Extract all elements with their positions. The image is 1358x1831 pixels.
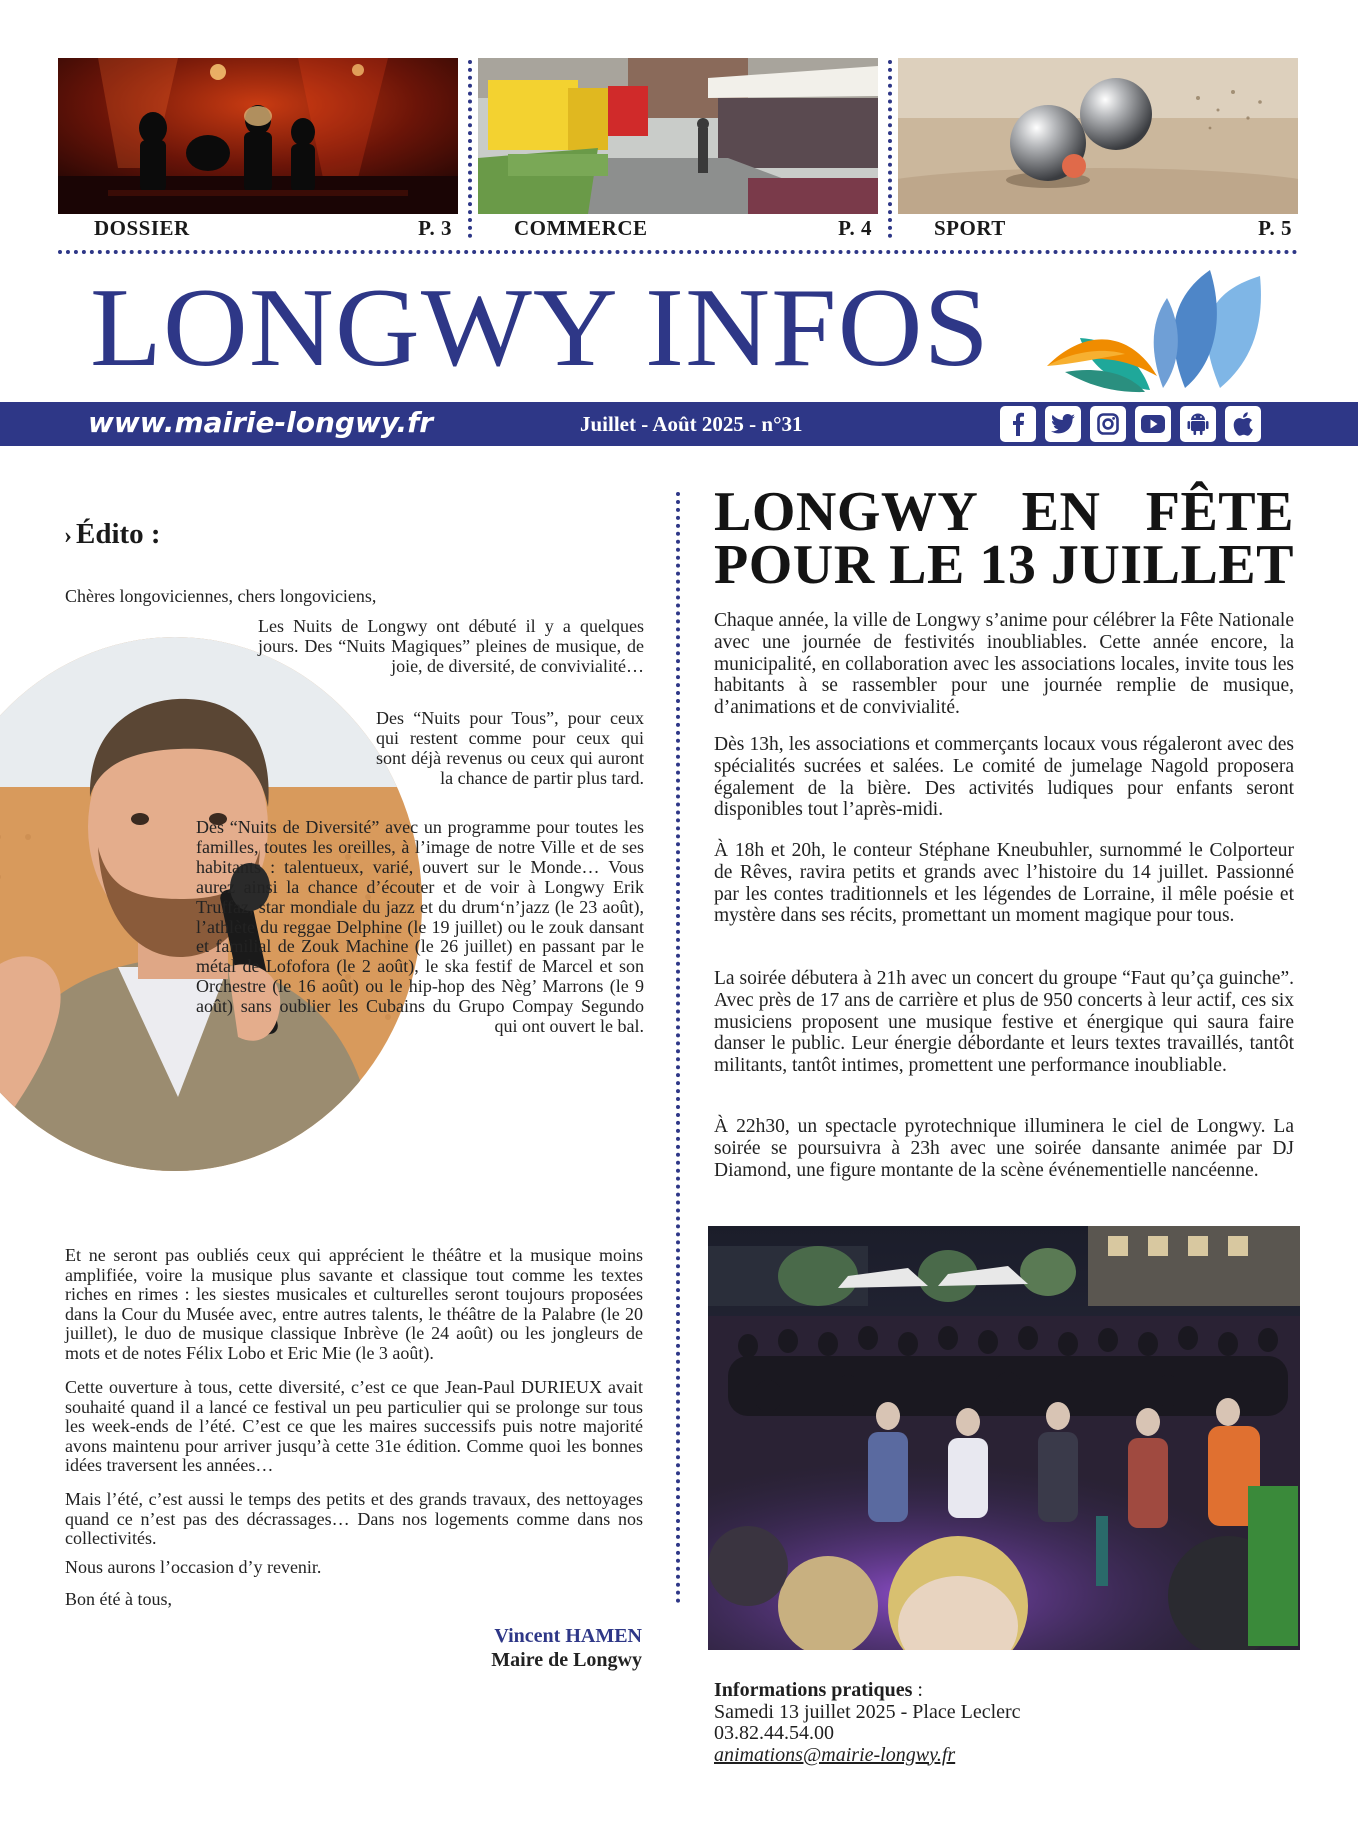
website-link[interactable]: www.mairie-longwy.fr xyxy=(88,406,434,439)
teaser-sport[interactable] xyxy=(898,58,1298,240)
teaser-label: DOSSIER xyxy=(94,216,190,240)
edito-paragraph: Des “Nuits pour Tous”, pour ceux qui restent comme pour ceux qui sont déjà revenus ou ceux qui auront la chance de partir plus tard. xyxy=(376,708,644,788)
edito-paragraph: Nous aurons l’occasion d’y revenir. xyxy=(65,1557,322,1577)
masthead-bar xyxy=(0,402,1358,446)
divider xyxy=(58,250,1298,254)
edito-paragraph: Et ne seront pas oubliés ceux qui apprécient le théâtre et la musique moins amplifiée, voire la musique plus savante et classique tout comme les textes riches en rimes : les siestes musicales et culturelles seront toujours proposées dans la Cour du Musée avec, entre autres talents, le théâtre de la Palabre (le 20 juillet), le duo de musique classique Inbrève (le 24 août) ou les jongleurs de mots et de notes Félix Lobo et Eric Mie (le 3 août). xyxy=(65,1245,643,1363)
youtube-icon[interactable] xyxy=(1135,406,1171,442)
apple-icon[interactable] xyxy=(1225,406,1261,442)
info-phone: 03.82.44.54.00 xyxy=(714,1722,834,1744)
teaser-page: P. 3 xyxy=(418,216,452,240)
practical-info: Informations pratiques : Samedi 13 juillet 2025 - Place Leclerc 03.82.44.54.00 animations@mairie-longwy.fr xyxy=(714,1679,1021,1766)
teaser-dossier[interactable] xyxy=(58,58,458,240)
twitter-icon[interactable] xyxy=(1045,406,1081,442)
article-title-line: POUR LE 13 JUILLET xyxy=(714,534,1294,596)
info-date: Samedi 13 juillet 2025 - Place Leclerc xyxy=(714,1700,1021,1723)
article-title-line: LONGWY EN FÊTE xyxy=(714,481,1294,543)
teaser-page: P. 5 xyxy=(1258,216,1292,240)
issue-info: Juillet - Août 2025 - n°31 xyxy=(580,412,803,436)
info-label: Informations pratiques xyxy=(714,1679,913,1701)
divider xyxy=(468,60,472,238)
teaser-label: COMMERCE xyxy=(514,216,648,240)
edito-paragraph: Les Nuits de Longwy ont débuté il y a quelques jours. Des “Nuits Magiques” pleines de musique, de joie, de diversité, de convivialité… xyxy=(258,616,644,676)
concert-photo xyxy=(58,58,458,214)
signature-name: Vincent HAMEN xyxy=(494,1625,642,1647)
info-email-link[interactable]: animations@mairie-longwy.fr xyxy=(714,1743,956,1766)
article-paragraph: Dès 13h, les associations et commerçants locaux vous régaleront avec des spécialités sucrées et salées. Le comité de jumelage Nagold proposera également de la bière. Des activités ludiques pour enfants seront disponibles tout l’après-midi. xyxy=(714,734,1294,821)
article-paragraph: À 18h et 20h, le conteur Stéphane Kneubuhler, surnommé le Colporteur de Rêves, ravira petits et grands avec l’histoire du 14 juillet. Passionné par les contes traditionnels et les légendes de Lorraine, il mêle poésie et mystère dans ses récits, promettant un moment magique pour tous. xyxy=(714,840,1294,927)
edito-paragraph: Cette ouverture à tous, cette diversité, c’est ce que Jean-Paul DURIEUX avait souhaité quand il a lancé ce festival un peu particulier qui se prolonge sur tous les week-ends de l’été. C’est ce que les maires successifs puis notre majorité avons maintenu pour arriver jusqu’à cette 31e édition. Comme quoi les bonnes idées traversent les années… xyxy=(65,1377,643,1475)
edito-heading xyxy=(64,518,161,551)
city-logo xyxy=(1045,268,1270,396)
android-icon[interactable] xyxy=(1180,406,1216,442)
teaser-label: SPORT xyxy=(934,216,1006,240)
teaser-caption xyxy=(898,216,1298,240)
column-divider xyxy=(676,492,680,1604)
market-photo xyxy=(478,58,878,214)
article-paragraph: À 22h30, un spectacle pyrotechnique illuminera le ciel de Longwy. La soirée se poursuivra à 23h avec une soirée dansante animée par DJ Diamond, une figure montante de la scène événementielle nancéenne. xyxy=(714,1116,1294,1181)
edito-greeting: Chères longoviciennes, chers longoviciens, xyxy=(65,586,377,606)
teaser-caption xyxy=(478,216,878,240)
divider xyxy=(888,60,892,238)
signature-title: Maire de Longwy xyxy=(491,1649,642,1671)
crowd-photo xyxy=(708,1226,1300,1650)
article-paragraph: Chaque année, la ville de Longwy s’anime pour célébrer la Fête Nationale avec une journée de festivités inoubliables. Cette année encore, la municipalité, en collaboration avec les associations locales, invite tous les habitants à se rassembler pour une journée remplie de musique, d’animations et de convivialité. xyxy=(714,610,1294,719)
social-links xyxy=(1000,406,1261,442)
teaser-caption xyxy=(58,216,458,240)
edito-paragraph xyxy=(196,818,644,1037)
chevron-right-icon: › xyxy=(64,523,72,549)
edito-paragraph: Bon été à tous, xyxy=(65,1589,172,1609)
teaser-page: P. 4 xyxy=(838,216,872,240)
article-paragraph: La soirée débutera à 21h avec un concert du groupe “Faut qu’ça guinche”. Avec près de 17 ans de carrière et plus de 950 concerts à leur actif, ces six musiciens proposent une musique festive et énergique qui saura faire danser le public. Leur énergie débordante et leurs textes travaillés, tantôt militants, tantôt intimes, promettent une performance inoubliable. xyxy=(714,968,1294,1077)
edito-paragraph: Mais l’été, c’est aussi le temps des petits et des grands travaux, des nettoyages quand ce n’est pas des décrassages… Dans nos logements comme dans nos collectivités. xyxy=(65,1489,643,1548)
edito-p3-text: Des “Nuits de Diversité” avec un programme pour toutes les familles, toutes les oreilles, à l’image de notre Ville et de ses habitants : talentueux, varié, ouvert sur le Monde… Vous aurez ainsi la chance d’écouter et de voir à Longwy Erik Truffaz, star mondiale du jazz et du drum‘n’jazz (le 23 août), l’athlète du reggae Delphine (le 19 juillet) ou le zouk dansant et familial de Zouk Machine (le 26 juillet) en passant par le métal de Lofofora (le 2 août), le ska festif de Marcel et son Orchestre (le 16 août) ou le hip-hop des Nèg’ Marrons (le 9 août) sans oublier les Cubains du Grupo Compay Segundo qui ont ouvert le bal. xyxy=(196,817,644,1037)
masthead-title: LONGWY INFOS xyxy=(90,266,990,390)
teaser-strip xyxy=(58,58,1298,240)
instagram-icon[interactable] xyxy=(1090,406,1126,442)
teaser-commerce[interactable] xyxy=(478,58,878,240)
signature xyxy=(491,1624,642,1672)
edito-heading-text: Édito : xyxy=(76,518,161,550)
article-title xyxy=(714,481,1294,596)
petanque-photo xyxy=(898,58,1298,214)
facebook-icon[interactable] xyxy=(1000,406,1036,442)
